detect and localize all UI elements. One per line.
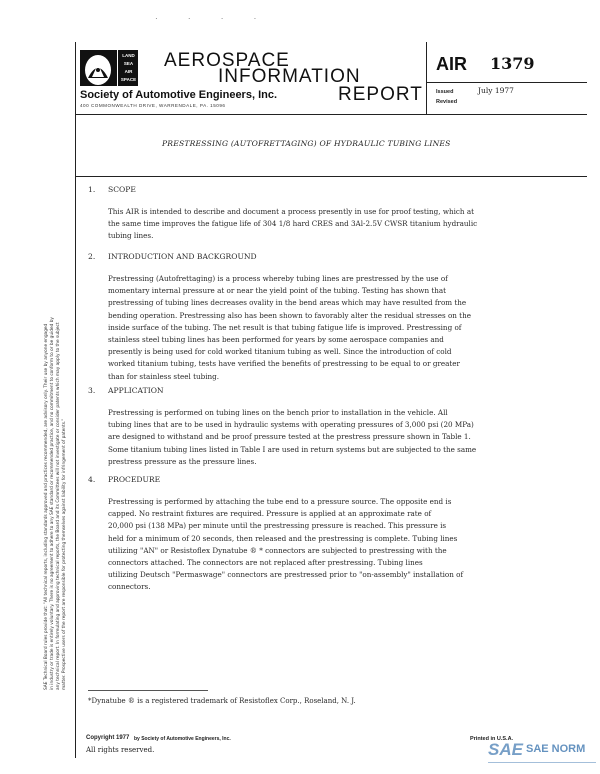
watermark-logo: SAE (488, 740, 523, 759)
footer-printed: Printed in U.S.A. (470, 736, 514, 742)
text-line: held for a minimum of 20 seconds, then released and the prestressing is complete. Tubing lines (108, 533, 458, 543)
issued-label: Issued (436, 89, 454, 95)
sidebar-disclaimer (44, 130, 68, 690)
text-line: utilizing "AN" or Resistoflex Dynatube ® * connectors are subjected to prestressing with the (108, 545, 447, 555)
document-title: PRESTRESSING (AUTOFRETTAGING) OF HYDRAULIC TUBING LINES (162, 139, 451, 148)
footnote-rule (88, 690, 208, 691)
section-heading: APPLICATION (108, 386, 164, 395)
footer-copyright-by: by Society of Automotive Engineers, Inc. (134, 736, 231, 742)
watermark-underline (488, 762, 596, 763)
revised-label: Revised (436, 99, 458, 105)
text-line: momentary internal pressure at or near the yield point of the tubing. Testing has shown that (108, 286, 447, 296)
text-line: tubing lines. (108, 231, 154, 241)
text-line: Prestressing is performed on tubing lines on the bench prior to installation in the vehicle. All (108, 408, 448, 417)
footer-rights: All rights reserved. (86, 746, 155, 754)
text-line: connectors attached. The connectors are not replaced after prestressing. Tubing lines (108, 558, 423, 568)
text-line: tubing lines that are to be used in hydraulic systems with operating pressures of 3,000 psi (20 MPa) (108, 420, 474, 430)
text-line: presently is being used for cold worked titanium tubing as well. Since the introduction of cold (108, 347, 452, 357)
text-line: Prestressing is performed by attaching the tube end to a pressure source. The opposite end is (108, 497, 452, 506)
left-margin-rule (75, 42, 76, 758)
text-line: utilizing Deutsch "Permaswage" connectors are prestressed prior to "on-assembly" installation of (108, 570, 464, 580)
title-bottom-rule (75, 176, 587, 177)
watermark-text: SAE NORM (526, 743, 586, 755)
header-title-report: REPORT (338, 84, 423, 105)
sidebar-line: SAE Technical Board rules provide that: "All technical reports, including standards approved and practices recommended, are advisory only. Their use by anyone engaged (44, 323, 49, 690)
text-line: capped. No restraint fixtures are required. Pressure is applied at an approximate rate of (108, 509, 432, 519)
doc-number: 1379 (490, 54, 535, 73)
text-line: Some titanium tubing lines listed in Table I are used in return systems but are subjected to the same (108, 444, 477, 454)
text-line: bending operation. Prestressing also has been shown to favorably alter the residual stresses on the (108, 310, 471, 320)
doc-number-rule (426, 82, 587, 83)
logo-word: LAND (122, 53, 135, 58)
logo-word: AIR (124, 69, 133, 74)
sidebar-line: any technical report. In formulating and approving technical reports, the Board and its Committees will not investigate or consider patents which may apply to the subject (56, 322, 61, 690)
text-line: prestress pressure as the pressure lines. (108, 456, 257, 466)
section-number: 2. (88, 252, 96, 261)
society-address: 400 COMMONWEALTH DRIVE, WARRENDALE, PA. 15096 (80, 103, 226, 108)
section-number: 3. (88, 386, 96, 395)
sae-norm-watermark (484, 740, 600, 770)
header-divider (426, 42, 427, 114)
footnote: *Dynatube ® is a registered trademark of Resistoflex Corp., Roseland, N. J. (88, 697, 356, 705)
sidebar-line: in industry or trade is entirely voluntary. There is no agreement to adhere to any SAE standard or recommended practice, and no commitment to conform to or be guided by (50, 317, 55, 690)
logo-word: SEA (123, 61, 134, 66)
header-title-aerospace: AEROSPACE (164, 50, 290, 71)
section-heading: PROCEDURE (108, 475, 161, 484)
text-line: inside surface of the tubing. The net result is that tubing fatigue life is improved. Prestressing of (108, 322, 462, 332)
text-line: the same time improves the fatigue life of 304 1/8 hard CRES and 3Al-2.5V CWSR titanium hydraulic (108, 219, 478, 229)
text-line: 20,000 psi (138 MPa) per minute until the prestressing pressure is reached. This pressure is (108, 521, 447, 531)
text-line: stainless steel tubing lines has been performed for years by some aerospace companies and (108, 335, 444, 345)
text-line: worked titanium tubing, tests have verified the benefits of prestressing to be equal to or greater (108, 359, 460, 369)
text-line: prestressing of tubing lines decreases ovality in the bend areas which may have resulted from the (108, 298, 467, 308)
section-number: 4. (88, 475, 96, 484)
section-heading: SCOPE (108, 185, 136, 194)
text-line: connectors. (108, 582, 151, 592)
text-line: are designed to withstand and be proof pressure tested at the prestress pressure shown in Table 1. (108, 432, 471, 442)
society-name: Society of Automotive Engineers, Inc. (80, 89, 278, 101)
footer-copyright: Copyright 1977 (86, 735, 130, 741)
header-bottom-rule (75, 114, 587, 115)
doc-type: AIR (436, 54, 467, 74)
section-heading: INTRODUCTION AND BACKGROUND (108, 252, 257, 261)
text-line: than for stainless steel tubing. (108, 371, 220, 381)
header-title-information: INFORMATION (218, 66, 361, 87)
top-scan-marks: · · · · (155, 14, 271, 23)
logo-word: SPACE (120, 77, 137, 82)
section-number: 1. (88, 185, 96, 194)
sidebar-line: matter. Prospective users of the report are responsible for protecting themselves against liability for infringement of patents." (62, 418, 67, 690)
issued-date: July 1977 (478, 86, 514, 95)
text-line: This AIR is intended to describe and document a process presently in use for proof testing, which at (108, 207, 475, 216)
sae-logo (80, 48, 138, 88)
text-line: Prestressing (Autofrettaging) is a process whereby tubing lines are prestressed by the use of (108, 274, 448, 283)
